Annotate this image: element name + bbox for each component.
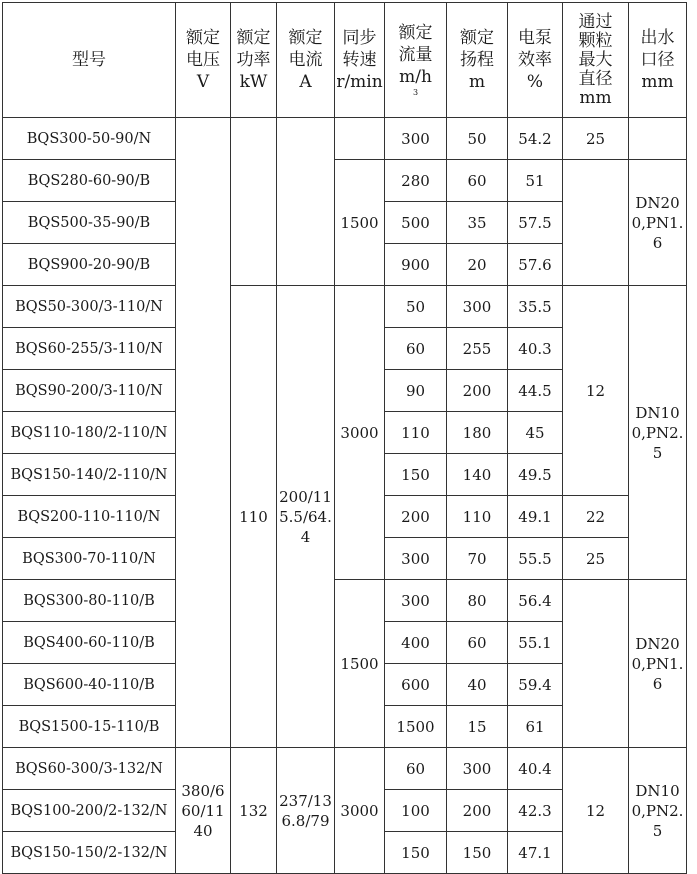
flow-cell: 900 [385,244,447,286]
head-cell: 110 [447,496,508,538]
efficiency-cell: 59.4 [508,664,563,706]
efficiency-cell: 42.3 [508,790,563,832]
flow-cell: 200 [385,496,447,538]
head-cell: 300 [447,286,508,328]
flow-cell: 400 [385,622,447,664]
head-cell: 300 [447,748,508,790]
efficiency-cell: 40.4 [508,748,563,790]
flow-unit-superscript: 3 [412,88,419,97]
voltage-cell: 380/660/1140 [176,748,231,874]
efficiency-cell: 55.5 [508,538,563,580]
outlet-cell: DN100,PN2.5 [629,286,687,580]
outlet-cell: DN200,PN1.6 [629,160,687,286]
particle-cell [563,160,629,286]
flow-cell: 600 [385,664,447,706]
particle-cell: 25 [563,118,629,160]
flow-cell: 280 [385,160,447,202]
efficiency-cell: 51 [508,160,563,202]
efficiency-cell: 47.1 [508,832,563,874]
power-cell [231,118,277,286]
model-cell: BQS90-200/3-110/N [3,370,176,412]
table-row [3,286,687,328]
head-cell: 40 [447,664,508,706]
flow-cell: 1500 [385,706,447,748]
model-cell: BQS150-150/2-132/N [3,832,176,874]
model-cell: BQS900-20-90/B [3,244,176,286]
flow-cell: 110 [385,412,447,454]
header-head: 额定 扬程 m [447,3,508,118]
efficiency-cell: 55.1 [508,622,563,664]
efficiency-cell: 56.4 [508,580,563,622]
efficiency-cell: 35.5 [508,286,563,328]
model-cell: BQS200-110-110/N [3,496,176,538]
speed-cell: 1500 [335,160,385,286]
particle-cell: 25 [563,538,629,580]
efficiency-cell: 54.2 [508,118,563,160]
pump-spec-table [2,2,687,874]
table-row [3,748,687,790]
power-cell: 110 [231,286,277,748]
model-cell: BQS400-60-110/B [3,622,176,664]
header-power: 额定 功率 kW [231,3,277,118]
spec-sheet [2,2,687,874]
header-efficiency: 电泵 效率 % [508,3,563,118]
model-cell: BQS100-200/2-132/N [3,790,176,832]
speed-cell: 3000 [335,748,385,874]
flow-cell: 100 [385,790,447,832]
head-cell: 255 [447,328,508,370]
header-particle-size: 通过 颗粒 最大 直径 mm [563,3,629,118]
model-cell: BQS600-40-110/B [3,664,176,706]
efficiency-cell: 61 [508,706,563,748]
head-cell: 60 [447,622,508,664]
flow-cell: 300 [385,580,447,622]
flow-cell: 60 [385,328,447,370]
header-speed: 同步 转速 r/min [335,3,385,118]
head-cell: 200 [447,790,508,832]
voltage-cell [176,118,231,748]
head-cell: 35 [447,202,508,244]
head-cell: 200 [447,370,508,412]
efficiency-cell: 40.3 [508,328,563,370]
efficiency-cell: 57.5 [508,202,563,244]
flow-cell: 300 [385,538,447,580]
head-cell: 140 [447,454,508,496]
particle-cell: 12 [563,286,629,496]
current-cell: 237/136.8/79 [277,748,335,874]
model-cell: BQS50-300/3-110/N [3,286,176,328]
flow-cell: 300 [385,118,447,160]
head-cell: 20 [447,244,508,286]
efficiency-cell: 45 [508,412,563,454]
efficiency-cell: 57.6 [508,244,563,286]
header-row [3,3,687,118]
efficiency-cell: 49.1 [508,496,563,538]
speed-cell [335,118,385,160]
model-cell: BQS280-60-90/B [3,160,176,202]
head-cell: 70 [447,538,508,580]
speed-cell: 1500 [335,580,385,748]
flow-cell: 150 [385,832,447,874]
model-cell: BQS300-50-90/N [3,118,176,160]
model-cell: BQS300-70-110/N [3,538,176,580]
model-cell: BQS300-80-110/B [3,580,176,622]
efficiency-cell: 44.5 [508,370,563,412]
flow-cell: 500 [385,202,447,244]
current-cell: 200/115.5/64.4 [277,286,335,748]
head-cell: 60 [447,160,508,202]
flow-cell: 60 [385,748,447,790]
table-row [3,160,687,202]
header-flow: 额定 流量 m/h 3 [385,3,447,118]
power-cell: 132 [231,748,277,874]
model-cell: BQS500-35-90/B [3,202,176,244]
outlet-cell [629,118,687,160]
header-outlet: 出水 口径 mm [629,3,687,118]
flow-cell: 150 [385,454,447,496]
head-cell: 15 [447,706,508,748]
table-row [3,580,687,622]
flow-cell: 90 [385,370,447,412]
head-cell: 50 [447,118,508,160]
speed-cell: 3000 [335,286,385,580]
header-model: 型号 [3,3,176,118]
current-cell [277,118,335,286]
model-cell: BQS150-140/2-110/N [3,454,176,496]
model-cell: BQS1500-15-110/B [3,706,176,748]
table-row [3,118,687,160]
model-cell: BQS60-300/3-132/N [3,748,176,790]
header-current: 额定 电流 A [277,3,335,118]
head-cell: 80 [447,580,508,622]
outlet-cell: DN200,PN1.6 [629,580,687,748]
model-cell: BQS60-255/3-110/N [3,328,176,370]
head-cell: 180 [447,412,508,454]
particle-cell: 22 [563,496,629,538]
model-cell: BQS110-180/2-110/N [3,412,176,454]
outlet-cell: DN100,PN2.5 [629,748,687,874]
particle-cell: 12 [563,748,629,874]
head-cell: 150 [447,832,508,874]
particle-cell [563,580,629,748]
efficiency-cell: 49.5 [508,454,563,496]
header-voltage: 额定 电压 V [176,3,231,118]
flow-cell: 50 [385,286,447,328]
